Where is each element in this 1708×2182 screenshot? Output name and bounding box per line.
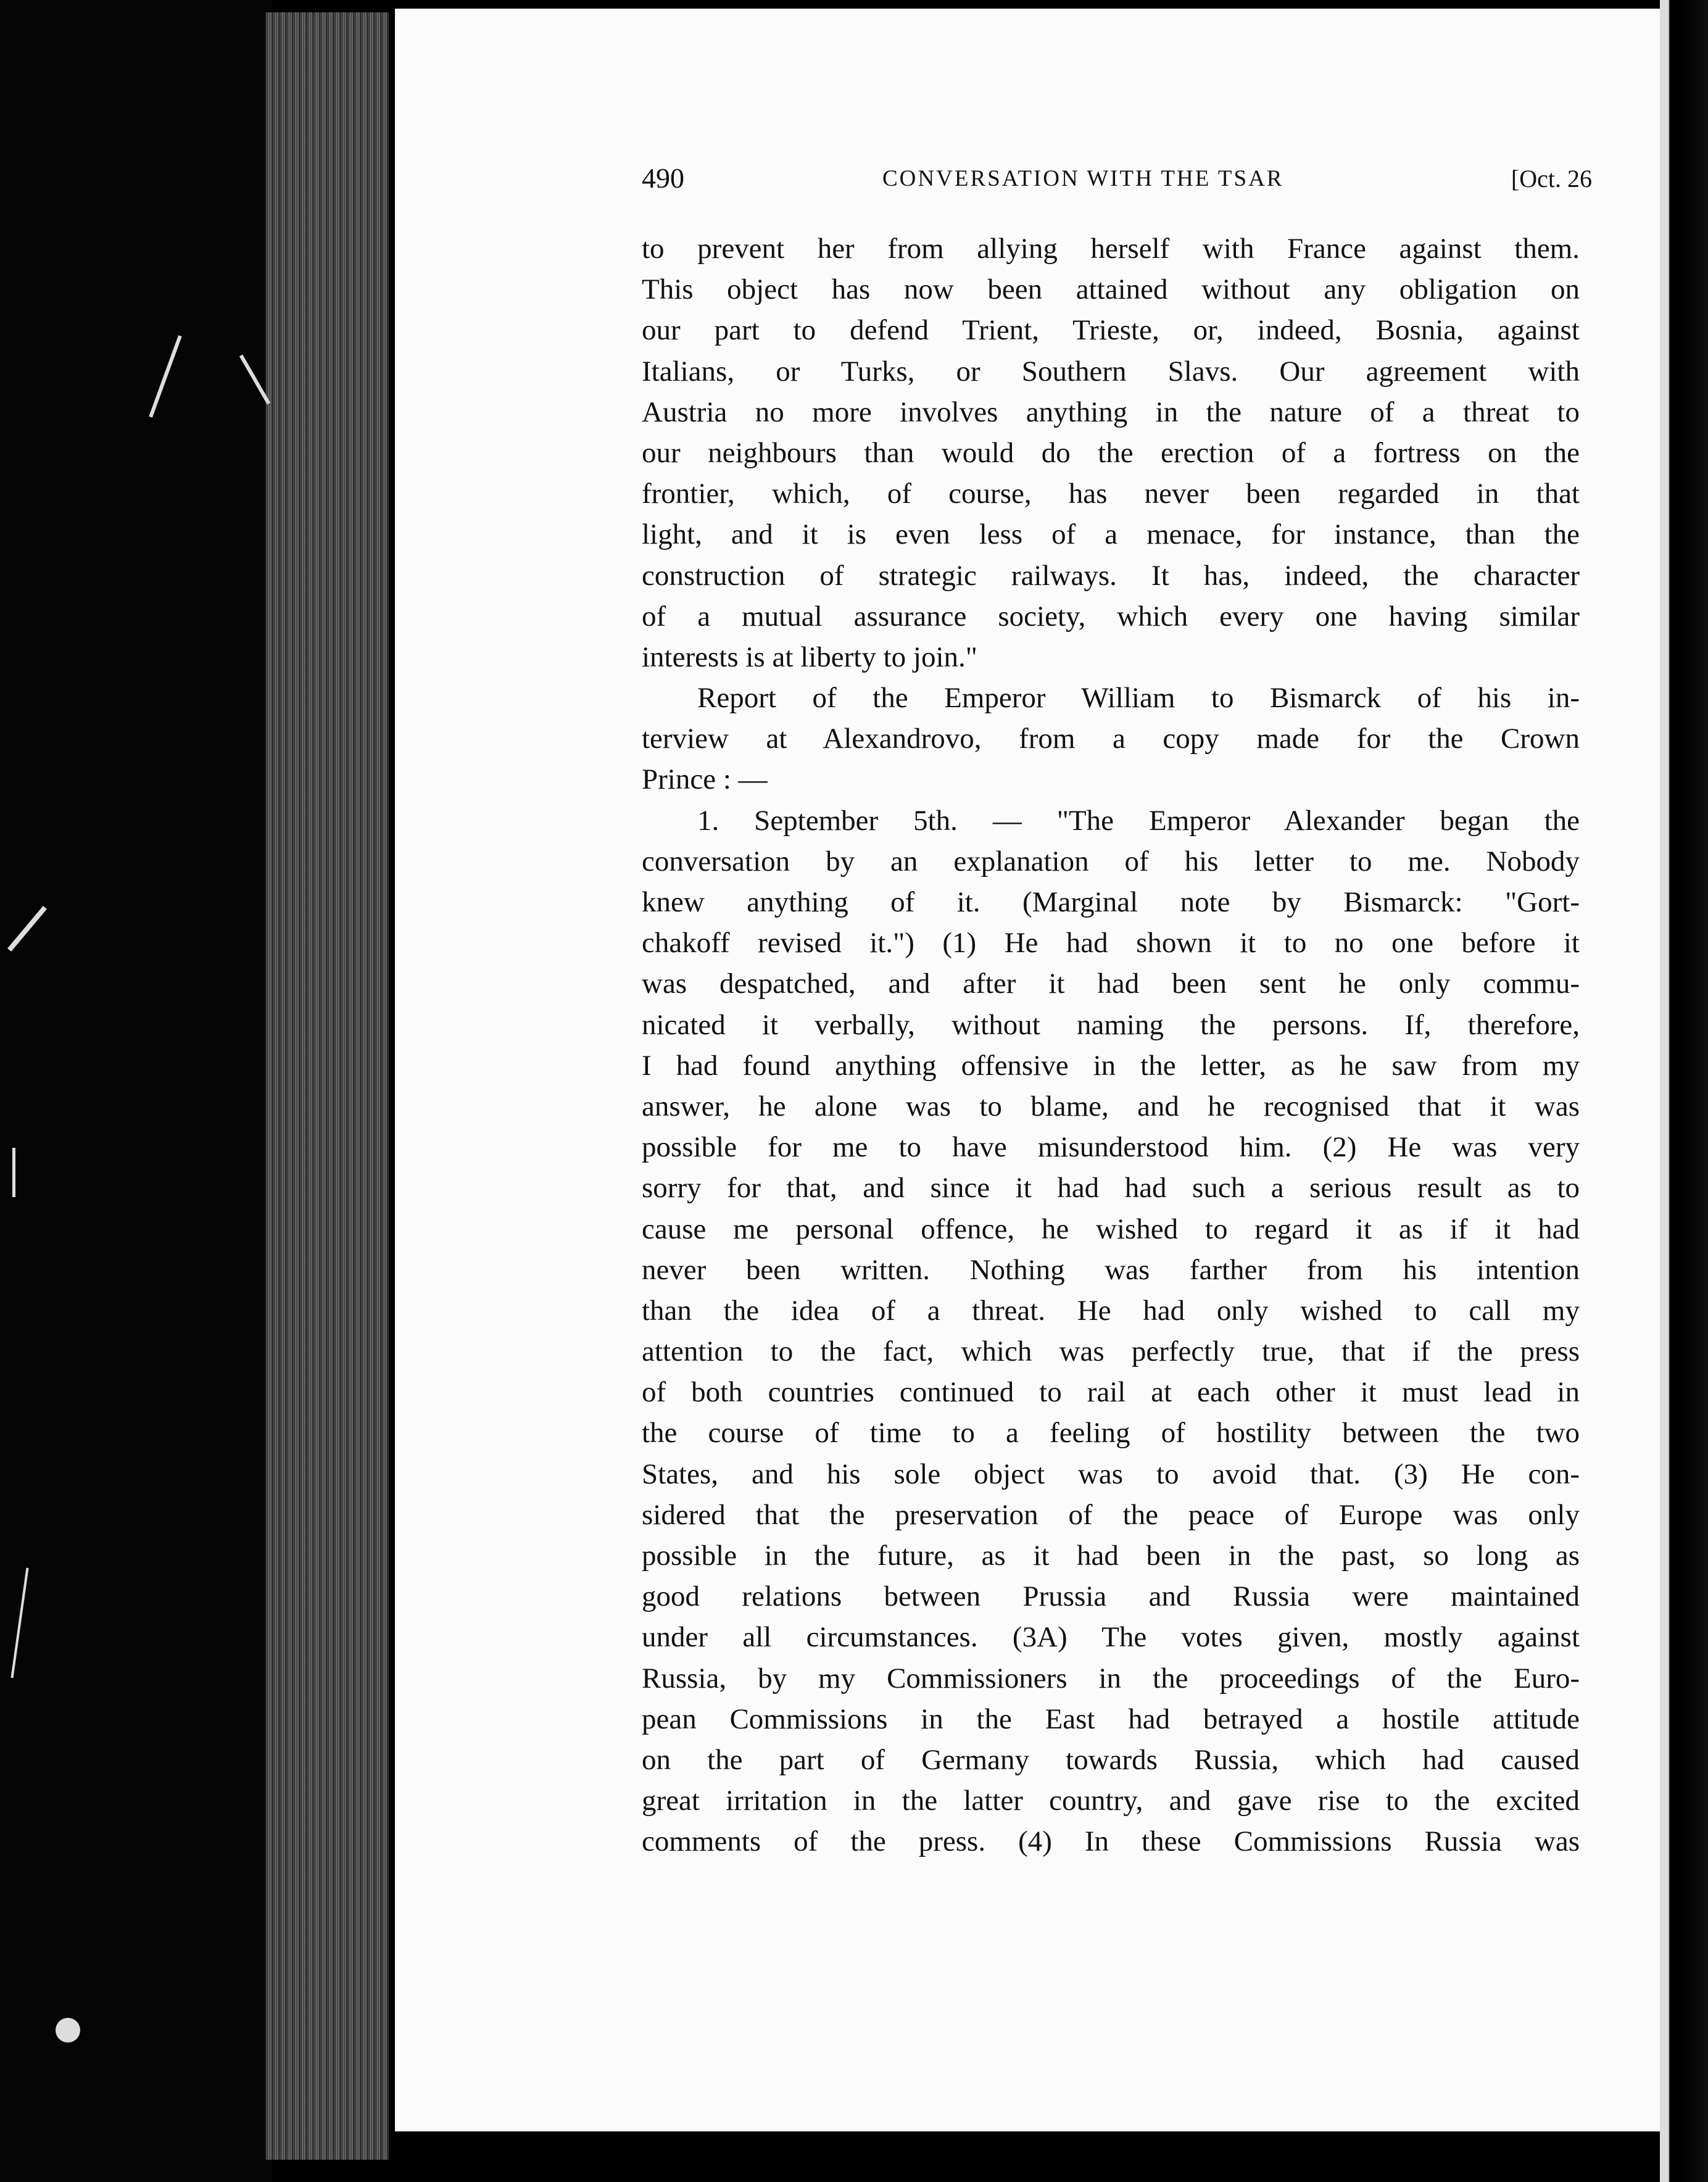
text-line: of both countries continued to rail at each other it must lead in [642, 1376, 1580, 1409]
text-line: nicated it verbally, without naming the persons. If, therefore, [642, 1008, 1580, 1041]
text-line: Prince : — [642, 763, 768, 796]
text-line: never been written. Nothing was farther from his intention [642, 1253, 1580, 1286]
text-line: interests is at liberty to join." [642, 641, 977, 673]
text-line: of a mutual assurance society, which every one having similar [642, 600, 1580, 633]
text-line: possible for me to have misunderstood him. (2) He was very [642, 1131, 1580, 1164]
text-line: sorry for that, and since it had had such a serious result as to [642, 1172, 1580, 1205]
page-fore-edge [265, 12, 389, 2160]
dark-background [0, 0, 272, 2182]
text-line: possible in the future, as it had been in the past, so long as [642, 1540, 1580, 1572]
text-line: 1. September 5th. — "The Emperor Alexander began the [697, 804, 1580, 837]
text-line: attention to the fact, which was perfectly true, that if the press [642, 1335, 1580, 1368]
text-line: comments of the press. (4) In these Commissions Russia was [642, 1825, 1580, 1858]
text-line: Austria no more involves anything in the nature of a threat to [642, 396, 1580, 428]
page-number: 490 [642, 162, 684, 194]
text-line: construction of strategic railways. It has, indeed, the character [642, 559, 1580, 592]
text-line: on the part of Germany towards Russia, which had caused [642, 1743, 1580, 1776]
text-line: than the idea of a threat. He had only wished to call my [642, 1294, 1580, 1327]
text-line: great irritation in the latter country, and gave rise to the excited [642, 1785, 1580, 1817]
text-line: frontier, which, of course, has never been regarded in that [642, 478, 1580, 510]
scuff-mark [12, 1148, 15, 1197]
running-title: CONVERSATION WITH THE TSAR [882, 166, 1284, 191]
text-line: to prevent her from allying herself with France against them. [642, 233, 1580, 265]
text-line: sidered that the preservation of the peace of Europe was only [642, 1498, 1580, 1531]
text-line: chakoff revised it.") (1) He had shown it to no one before it [642, 927, 1580, 960]
text-line: knew anything of it. (Marginal note by Bismarck: "Gort- [642, 886, 1580, 918]
text-line: Italians, or Turks, or Southern Slavs. Our agreement with [642, 355, 1580, 388]
text-line: good relations between Prussia and Russia were maintained [642, 1580, 1580, 1613]
text-line: Report of the Emperor William to Bismarck of his in- [697, 682, 1580, 715]
text-line: under all circumstances. (3A) The votes given, mostly against [642, 1621, 1580, 1654]
text-line: I had found anything offensive in the letter, as he saw from my [642, 1049, 1580, 1082]
text-line: was despatched, and after it had been sent he only commu- [642, 968, 1580, 1000]
text-line: States, and his sole object was to avoid that. (3) He con- [642, 1458, 1580, 1490]
text-line: cause me personal offence, he wished to regard it as if it had [642, 1213, 1580, 1245]
scuff-mark [56, 2018, 80, 2043]
text-line: This object has now been attained without any obligation on [642, 273, 1580, 306]
body-text [642, 228, 1580, 1862]
text-line: terview at Alexandrovo, from a copy made for the Crown [642, 723, 1580, 755]
book-right-edge [1660, 0, 1708, 2182]
text-line: answer, he alone was to blame, and he recognised that it was [642, 1090, 1580, 1122]
running-header [642, 162, 1592, 199]
text-line: Russia, by my Commissioners in the proceedings of the Euro- [642, 1662, 1580, 1695]
text-line: our part to defend Trient, Trieste, or, indeed, Bosnia, against [642, 314, 1580, 347]
text-line: conversation by an explanation of his letter to me. Nobody [642, 845, 1580, 877]
text-line: the course of time to a feeling of hostility between the two [642, 1417, 1580, 1450]
text-line: pean Commissions in the East had betrayed a hostile attitude [642, 1703, 1580, 1735]
text-line: our neighbours than would do the erection of a fortress on the [642, 436, 1580, 469]
text-line: light, and it is even less of a menace, for instance, than the [642, 518, 1580, 551]
running-date: [Oct. 26 [1511, 165, 1592, 193]
